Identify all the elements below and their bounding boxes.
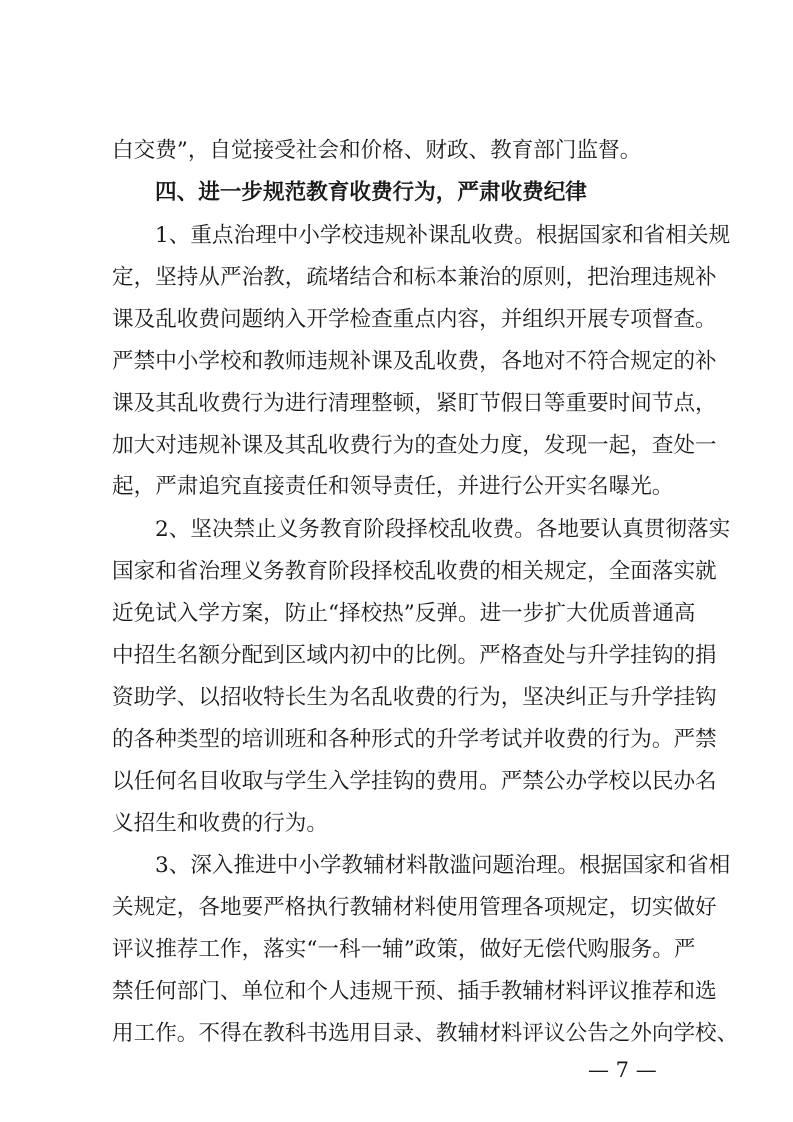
paragraph-line: 中招生名额分配到区域内初中的比例。严格查处与升学挂钩的捐 xyxy=(112,643,717,668)
paragraph-line: 定，坚持从严治教，疏堵结合和标本兼治的原则，把治理违规补 xyxy=(112,265,717,290)
paragraph-line: 2、坚决禁止义务教育阶段择校乱收费。各地要认真贯彻落实 xyxy=(155,517,731,542)
paragraph-line: 用工作。不得在教科书选用目录、教辅材料评议公告之外向学校、 xyxy=(112,1021,739,1046)
paragraph-line: 禁任何部门、单位和个人违规干预、插手教辅材料评议推荐和选 xyxy=(112,979,717,1004)
page-number: — 7 — xyxy=(588,1058,657,1082)
paragraph-line: 义招生和收费的行为。 xyxy=(112,811,328,836)
section-heading: 四、进一步规范教育收费行为，严肃收费纪律 xyxy=(155,180,587,205)
paragraph-line: 课及乱收费问题纳入开学检查重点内容，并组织开展专项督查。 xyxy=(112,307,717,332)
paragraph-line: 关规定，各地要严格执行教辅材料使用管理各项规定，切实做好 xyxy=(112,895,717,920)
paragraph-line: 起，严肃追究直接责任和领导责任，并进行公开实名曝光。 xyxy=(112,474,674,499)
paragraph-line: 1、重点治理中小学校违规补课乱收费。根据国家和省相关规 xyxy=(155,223,731,248)
paragraph-line: 白交费”，自觉接受社会和价格、财政、教育部门监督。 xyxy=(112,138,642,163)
paragraph-line: 加大对违规补课及其乱收费行为的查处力度，发现一起，查处一 xyxy=(112,433,717,458)
paragraph-line: 3、深入推进中小学教辅材料散滥问题治理。根据国家和省相 xyxy=(155,853,731,878)
paragraph-line: 近免试入学方案，防止“择校热”反弹。进一步扩大优质普通高 xyxy=(112,601,696,626)
paragraph-line: 以任何名目收取与学生入学挂钩的费用。严禁公办学校以民办名 xyxy=(112,769,717,794)
paragraph-line: 资助学、以招收特长生为名乱收费的行为，坚决纠正与升学挂钩 xyxy=(112,685,717,710)
paragraph-line: 课及其乱收费行为进行清理整顿，紧盯节假日等重要时间节点， xyxy=(112,391,717,416)
paragraph-line: 的各种类型的培训班和各种形式的升学考试并收费的行为。严禁 xyxy=(112,727,717,752)
paragraph-line: 严禁中小学校和教师违规补课及乱收费，各地对不符合规定的补 xyxy=(112,349,717,374)
paragraph-line: 国家和省治理义务教育阶段择校乱收费的相关规定，全面落实就 xyxy=(112,559,717,584)
paragraph-line: 评议推荐工作，落实“一科一辅”政策，做好无偿代购服务。严 xyxy=(112,937,696,962)
